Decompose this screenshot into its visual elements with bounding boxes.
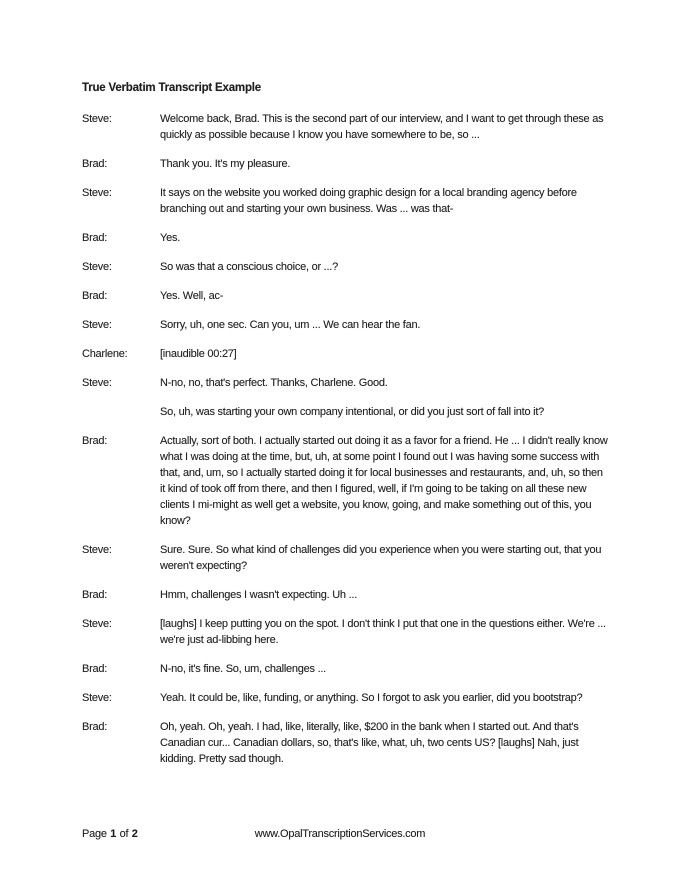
- dialogue-row: [82, 433, 612, 529]
- website-url: www.OpalTranscriptionServices.com: [254, 828, 426, 840]
- dialogue-text: Sure. Sure. So what kind of challenges did you experience when you were starting out, that you weren't expecting?: [160, 544, 602, 572]
- dialogue-text: [inaudible 00:27]: [160, 348, 237, 360]
- dialogue-row: [82, 288, 612, 304]
- page-footer: [0, 826, 680, 842]
- speaker-label: Steve:: [82, 261, 112, 273]
- dialogue-text: Actually, sort of both. I actually started out doing it as a favor for a friend. He ... I didn't really know what I was doing at the time, but, uh, at some point I found out I was having some success with that, and, um, so I actually started doing it for local businesses and restaurants, and, uh, so then it kind of took off from there, and then I figured, well, if I'm going to be taking on all these new clients I mi-might as well get a website, you know, going, and make something out of this, you know?: [160, 435, 608, 527]
- speaker-label: Brad:: [82, 158, 108, 170]
- speaker-label: Brad:: [82, 663, 108, 675]
- dialogue-text: Sorry, uh, one sec. Can you, um ... We can hear the fan.: [160, 319, 421, 331]
- dialogue-text: So, uh, was starting your own company intentional, or did you just sort of fall into it?: [160, 406, 544, 418]
- dialogue-row: [82, 259, 612, 275]
- dialogue-row: [82, 317, 612, 333]
- dialogue-row: [82, 346, 612, 362]
- dialogue-row: [82, 230, 612, 246]
- speaker-label: Brad:: [82, 589, 108, 601]
- dialogue-row: [82, 661, 612, 677]
- dialogue-text: Yeah. It could be, like, funding, or anything. So I forgot to ask you earlier, did you bootstrap?: [160, 692, 583, 704]
- dialogue-text: N-no, it's fine. So, um, challenges ...: [160, 663, 326, 675]
- dialogue-text: Yes.: [160, 232, 181, 244]
- dialogue-text: Oh, yeah. Oh, yeah. I had, like, literally, like, $200 in the bank when I started out. And that's Canadian cur... Canadian dollars, so, that's like, what, uh, two cents US? [laughs] Nah, just kidding. Pretty sad though.: [160, 721, 579, 765]
- document-title: True Verbatim Transcript Example: [82, 82, 261, 94]
- dialogue-row: [82, 185, 612, 217]
- dialogue-text: Thank you. It's my pleasure.: [160, 158, 291, 170]
- transcript-body: [82, 111, 612, 767]
- speaker-label: Steve:: [82, 692, 112, 704]
- speaker-label: Charlene:: [82, 348, 128, 360]
- dialogue-text: [laughs] I keep putting you on the spot. I don't think I put that one in the questions either. We're ... we're just ad-libbing here.: [160, 618, 606, 646]
- dialogue-row: [82, 404, 612, 420]
- dialogue-text: It says on the website you worked doing graphic design for a local branding agency before branching out and starting your own business. Was ... was that-: [160, 187, 577, 215]
- speaker-label: Brad:: [82, 721, 108, 733]
- speaker-label: Steve:: [82, 544, 112, 556]
- dialogue-row: [82, 719, 612, 767]
- speaker-label: Steve:: [82, 377, 112, 389]
- dialogue-text: So was that a conscious choice, or ...?: [160, 261, 338, 273]
- speaker-label: Steve:: [82, 187, 112, 199]
- speaker-label: Brad:: [82, 232, 108, 244]
- dialogue-row: [82, 111, 612, 143]
- dialogue-text: N-no, no, that's perfect. Thanks, Charlene. Good.: [160, 377, 388, 389]
- of-word: of: [119, 828, 129, 840]
- dialogue-text: Yes. Well, ac-: [160, 290, 224, 302]
- speaker-label: Brad:: [82, 435, 108, 447]
- dialogue-row: [82, 587, 612, 603]
- speaker-label: Steve:: [82, 618, 112, 630]
- dialogue-row: [82, 156, 612, 172]
- dialogue-row: [82, 375, 612, 391]
- page-content: [82, 80, 612, 780]
- page-word: Page: [82, 828, 107, 840]
- dialogue-row: [82, 616, 612, 648]
- speaker-label: Steve:: [82, 113, 112, 125]
- dialogue-row: [82, 542, 612, 574]
- speaker-label: Steve:: [82, 319, 112, 331]
- dialogue-text: Hmm, challenges I wasn't expecting. Uh ...: [160, 589, 358, 601]
- dialogue-text: Welcome back, Brad. This is the second part of our interview, and I want to get through these as quickly as possible because I know you have somewhere to be, so ...: [160, 113, 604, 141]
- page-number: 1: [110, 828, 117, 840]
- dialogue-row: [82, 690, 612, 706]
- total-pages: 2: [131, 828, 138, 840]
- speaker-label: Brad:: [82, 290, 108, 302]
